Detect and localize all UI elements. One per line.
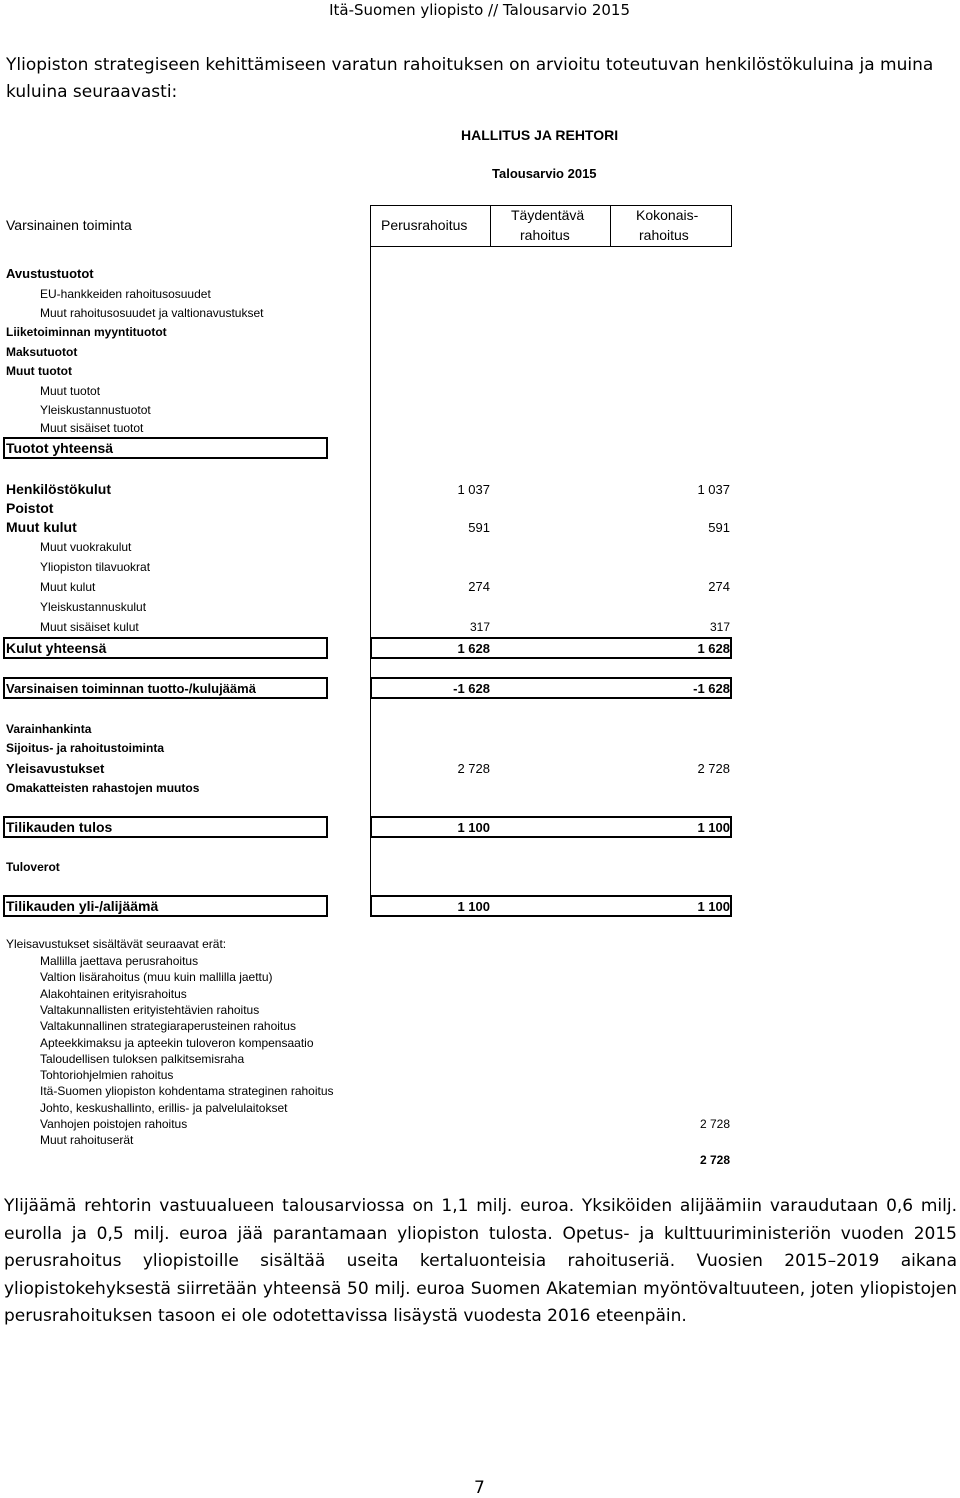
- row-kulut-yhteensa: Kulut yhteensä: [6, 640, 107, 656]
- grant-item-label: Valtakunnallisten erityistehtävien rahoitus: [40, 1003, 260, 1017]
- row-muut-tuotot-sub: Muut tuotot: [40, 384, 101, 398]
- row-muut-vuokrakulut: Muut vuokrakulut: [40, 540, 132, 554]
- col-kokonais-l2: rahoitus: [639, 227, 689, 243]
- row-header: Varsinainen toiminta: [6, 217, 132, 233]
- row-tuotot-yhteensa: Tuotot yhteensä: [6, 440, 114, 456]
- grant-item-label: Apteekkimaksu ja apteekin tuloveron kompensaatio: [40, 1036, 314, 1050]
- kulut-yhteensa-perus: 1 628: [457, 641, 490, 656]
- grant-item-value: 2 728: [699, 1117, 730, 1131]
- row-tuloverot: Tuloverot: [6, 860, 60, 874]
- henkilostokulut-kokonais: 1 037: [697, 482, 730, 497]
- row-omakatteiset-rahastot: Omakatteisten rahastojen muutos: [6, 781, 200, 795]
- sisaiset-kulut-perus: 317: [469, 620, 490, 634]
- row-sijoitustoiminta: Sijoitus- ja rahoitustoiminta: [6, 741, 165, 755]
- row-muut-sisaiset-tuotot: Muut sisäiset tuotot: [40, 421, 144, 435]
- row-muut-sisaiset-kulut: Muut sisäiset kulut: [40, 620, 139, 634]
- muut-kulut-kokonais: 591: [708, 520, 730, 535]
- grant-item-label: Valtakunnallinen strategiaraperusteinen rahoitus: [40, 1019, 296, 1033]
- yli-alijaama-kokonais: 1 100: [697, 899, 730, 914]
- row-yleisavustukset: Yleisavustukset: [6, 761, 105, 776]
- row-yleiskustannuskulut: Yleiskustannuskulut: [40, 600, 147, 614]
- row-yliopiston-tilavuokrat: Yliopiston tilavuokrat: [40, 560, 151, 574]
- operating-result-kokonais: -1 628: [693, 681, 730, 696]
- yli-alijaama-perus: 1 100: [457, 899, 490, 914]
- grants-title: Yleisavustukset sisältävät seuraavat erät:: [6, 937, 227, 951]
- group-title: HALLITUS JA REHTORI: [461, 127, 619, 143]
- intro-paragraph: Yliopiston strategiseen kehittämiseen varatun rahoituksen on arvioitu toteutuvan henkilöstökuluina ja muina kuluina seuraavasti:: [6, 55, 934, 102]
- closing-paragraph: Ylijäämä rehtorin vastuualueen talousarviossa on 1,1 milj. euroa. Yksiköiden alijäämiin varaudutaan 0,6 milj. eurolla ja 0,5 milj. euroa jää parantamaan yliopiston tulosta. Opetus- ja kulttuuriministeriön vuoden 2015 perusrahoitus yliopistoille sisältää useita kertaluonteisia rahoituseriä. Vuosien 2015–2019 aikana yliopistokehyksestä siirretään yhteensä 50 milj. euroa Suomen Akatemian myöntövaltuuteen, joten yliopistojen perusrahoituksen tasoon ei ole odotettavissa lisäystä vuodesta 2016 eteenpäin.: [4, 1196, 957, 1326]
- grant-item-label: Vanhojen poistojen rahoitus: [40, 1117, 188, 1131]
- muut-kulut-perus: 591: [468, 520, 490, 535]
- row-tilikauden-tulos: Tilikauden tulos: [6, 819, 113, 835]
- henkilostokulut-perus: 1 037: [457, 482, 490, 497]
- row-maksutuotot: Maksutuotot: [6, 345, 78, 359]
- col-kokonais-l1: Kokonais-: [636, 207, 699, 223]
- running-header: Itä-Suomen yliopisto // Talousarvio 2015: [329, 1, 630, 19]
- operating-result-perus: -1 628: [453, 681, 490, 696]
- grants-sum: 2 728: [699, 1153, 730, 1167]
- row-muut-rahoitusosuudet: Muut rahoitusosuudet ja valtionavustukset: [40, 306, 264, 320]
- budget-title: Talousarvio 2015: [492, 166, 597, 181]
- row-yli-alijaama: Tilikauden yli-/alijäämä: [6, 898, 159, 914]
- muut-kulut-sub-kokonais: 274: [708, 579, 730, 594]
- kulut-yhteensa-kokonais: 1 628: [697, 641, 730, 656]
- grant-item-label: Johto, keskushallinto, erillis- ja palvelulaitokset: [40, 1101, 288, 1115]
- row-yleiskustannustuotot: Yleiskustannustuotot: [40, 403, 151, 417]
- col-taydentava-l1: Täydentävä: [511, 207, 585, 223]
- grant-item-label: Valtion lisärahoitus (muu kuin mallilla jaettu): [40, 970, 273, 984]
- sisaiset-kulut-kokonais: 317: [709, 620, 730, 634]
- row-varsinaisen-toiminnan-tulos: Varsinaisen toiminnan tuotto-/kulujäämä: [6, 681, 256, 696]
- col-taydentava-l2: rahoitus: [520, 227, 570, 243]
- tilikauden-tulos-perus: 1 100: [457, 820, 490, 835]
- grant-item-label: Itä-Suomen yliopiston kohdentama strateginen rahoitus: [40, 1084, 334, 1098]
- page-number: 7: [474, 1478, 485, 1498]
- grant-item-label: Taloudellisen tuloksen palkitsemisraha: [40, 1052, 245, 1066]
- row-muut-kulut: Muut kulut: [6, 519, 77, 535]
- muut-kulut-sub-perus: 274: [468, 579, 490, 594]
- yleisavustukset-perus: 2 728: [457, 761, 490, 776]
- row-varainhankinta: Varainhankinta: [6, 722, 92, 736]
- row-eu-hankkeet: EU-hankkeiden rahoitusosuudet: [40, 287, 211, 301]
- row-liiketoiminta: Liiketoiminnan myyntituotot: [6, 325, 167, 339]
- row-muut-tuotot: Muut tuotot: [6, 364, 72, 378]
- grant-item-label: Mallilla jaettava perusrahoitus: [40, 954, 199, 968]
- grant-item-label: Muut rahoituserät: [40, 1133, 134, 1147]
- row-avustustuotot: Avustustuotot: [6, 266, 94, 281]
- row-muut-kulut-sub: Muut kulut: [40, 580, 96, 594]
- grant-item-label: Tohtoriohjelmien rahoitus: [40, 1068, 174, 1082]
- tilikauden-tulos-kokonais: 1 100: [697, 820, 730, 835]
- row-henkilostokulut: Henkilöstökulut: [6, 481, 112, 497]
- yleisavustukset-kokonais: 2 728: [697, 761, 730, 776]
- col-perusrahoitus: Perusrahoitus: [381, 217, 468, 233]
- grant-item-label: Alakohtainen erityisrahoitus: [40, 987, 187, 1001]
- row-poistot: Poistot: [6, 500, 54, 516]
